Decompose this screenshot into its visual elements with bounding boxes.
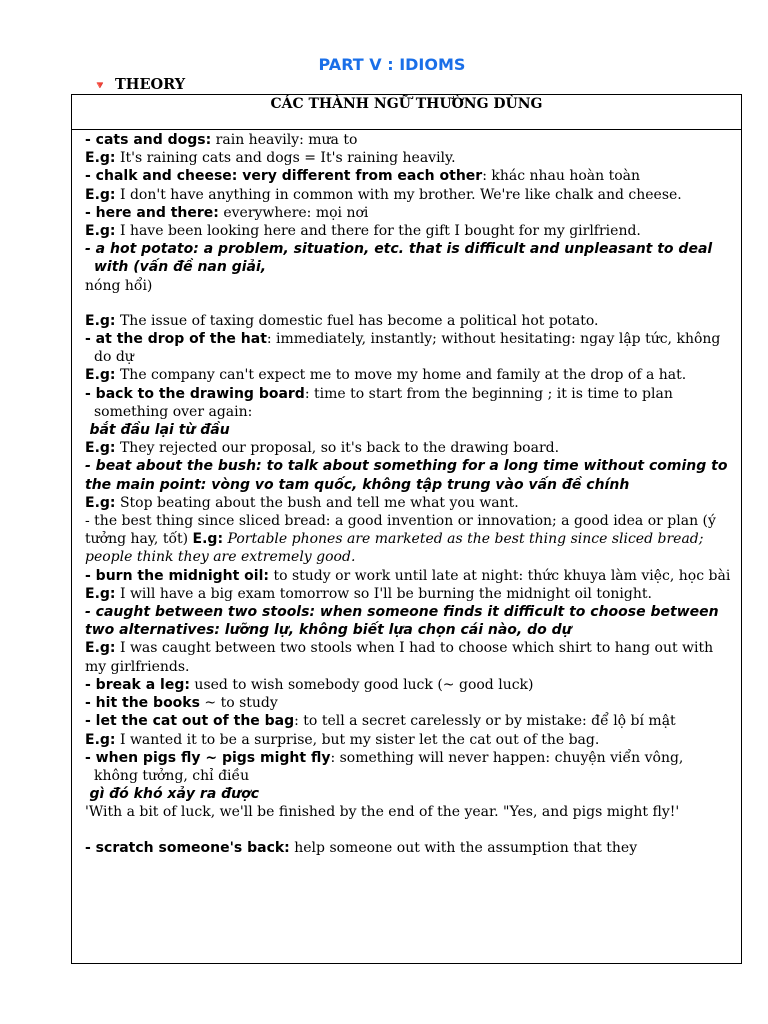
example bbox=[85, 149, 731, 167]
example bbox=[85, 494, 731, 512]
example-text: 'With a bit of luck, we'll be finished by the end of the year. "Yes, and pigs might fly!' bbox=[85, 804, 680, 821]
entry-chalk-and-cheese bbox=[85, 167, 731, 185]
example bbox=[85, 585, 731, 603]
idiom-definition: : immediately, instantly; without hesitating: ngay lập tức, không do dự bbox=[94, 331, 721, 366]
eg-label: E.g: bbox=[85, 640, 116, 657]
eg-label: E.g: bbox=[85, 494, 116, 511]
idiom-definition: to study or work until late at night: thức khuya làm việc, học bài bbox=[269, 567, 731, 584]
eg-label: E.g: bbox=[85, 585, 116, 602]
idioms-table bbox=[71, 94, 742, 964]
entry-drop-of-the-hat bbox=[85, 330, 731, 366]
example-text: The company can't expect me to move my home and family at the drop of a hat. bbox=[115, 367, 687, 384]
eg-label: E.g: bbox=[192, 531, 224, 548]
theory-heading bbox=[93, 76, 185, 93]
entry-hot-potato bbox=[85, 240, 731, 276]
vietnamese-meaning bbox=[85, 421, 731, 439]
table-header: CÁC THÀNH NGỮ THƯỜNG DÙNG bbox=[72, 95, 741, 130]
example-text: They rejected our proposal, so it's back to the drawing board. bbox=[115, 440, 560, 457]
example-text: Stop beating about the bush and tell me what you want. bbox=[115, 494, 519, 511]
example bbox=[85, 639, 731, 675]
eg-label: E.g: bbox=[85, 186, 116, 203]
entry-drawing-board bbox=[85, 385, 731, 421]
example-text: Portable phones are marketed as the best thing since sliced bread; people think they are extremely good. bbox=[85, 531, 704, 566]
spacer bbox=[85, 822, 731, 839]
entry-break-a-leg bbox=[85, 676, 731, 694]
idiom-definition: everywhere: mọi nơi bbox=[218, 204, 369, 221]
idiom-term: - break a leg: bbox=[85, 676, 190, 693]
vietnamese-meaning bbox=[85, 785, 731, 803]
idiom-definition: : khác nhau hoàn toàn bbox=[482, 168, 641, 185]
idiom-definition: help someone out with the assumption that they bbox=[289, 839, 638, 856]
example bbox=[85, 366, 731, 384]
bullet-icon: 🔻 bbox=[93, 79, 107, 92]
idiom-term: - chalk and cheese: very different from each other bbox=[85, 168, 483, 185]
vietnamese-text: gì đó khó xảy ra được bbox=[89, 786, 260, 803]
idiom-definition: used to wish somebody good luck (~ good luck) bbox=[189, 676, 534, 693]
idiom-definition: rain heavily: mưa to bbox=[211, 132, 358, 148]
vietnamese-text: bắt đầu lại từ đầu bbox=[89, 422, 230, 439]
idiom-term: - here and there: bbox=[85, 204, 219, 221]
idiom-definition-cont: nóng hổi) bbox=[85, 277, 153, 294]
example bbox=[85, 186, 731, 204]
entry-cat-out-of-the-bag bbox=[85, 712, 731, 730]
eg-label: E.g: bbox=[85, 223, 116, 240]
entry-scratch-back bbox=[85, 839, 731, 857]
example-text: I have been looking here and there for the gift I bought for my girlfriend. bbox=[115, 223, 641, 240]
idiom-term: - when pigs fly ~ pigs might fly bbox=[85, 749, 331, 766]
idiom-term: - cats and dogs: bbox=[85, 132, 212, 148]
example-text: I will have a big exam tomorrow so I'll be burning the midnight oil tonight. bbox=[115, 585, 652, 602]
example-text: I was caught between two stools when I had to choose which shirt to hang out with my girlfriends. bbox=[85, 640, 714, 675]
idiom-definition: : time to start from the beginning ; it is time to plan something over again: bbox=[94, 385, 673, 420]
idiom-term: - back to the drawing board bbox=[85, 385, 305, 402]
example bbox=[85, 731, 731, 749]
entry-two-stools bbox=[85, 603, 731, 639]
idiom-term: - at the drop of the hat bbox=[85, 331, 267, 348]
eg-label: E.g: bbox=[85, 150, 116, 167]
idiom-definition: : something will never happen: chuyện viển vông, không tưởng, chỉ điều bbox=[94, 749, 684, 784]
example-text: I wanted it to be a surprise, but my sister let the cat out of the bag. bbox=[115, 731, 600, 748]
example bbox=[85, 312, 731, 330]
page-title: PART V : IDIOMS bbox=[318, 55, 466, 74]
eg-label: E.g: bbox=[85, 312, 116, 329]
table-body bbox=[72, 130, 741, 857]
idiom-term: - hit the books bbox=[85, 695, 200, 712]
entry-cats-and-dogs bbox=[85, 131, 731, 149]
spacer bbox=[85, 295, 731, 312]
idiom-term: - scratch someone's back: bbox=[85, 839, 290, 856]
idiom-term: - burn the midnight oil: bbox=[85, 567, 269, 584]
example-text: The issue of taxing domestic fuel has become a political hot potato. bbox=[115, 312, 599, 329]
example-text: I don't have anything in common with my brother. We're like chalk and cheese. bbox=[115, 186, 682, 203]
eg-label: E.g: bbox=[85, 367, 116, 384]
entry-here-and-there bbox=[85, 204, 731, 222]
entry-beat-about-the-bush bbox=[85, 457, 731, 493]
entry-midnight-oil bbox=[85, 567, 731, 585]
theory-label: THEORY bbox=[115, 76, 186, 93]
idiom-definition: ~ to study bbox=[199, 695, 278, 712]
idiom-term: - beat about the bush: to talk about something for a long time without coming to the main point: vòng vo tam quốc, không tập trung vào vấn đề chính bbox=[85, 458, 728, 493]
eg-label: E.g: bbox=[85, 440, 116, 457]
idiom-term: - a hot potato: a problem, situation, etc. that is difficult and unpleasant to deal with (vấn đề nan giải, bbox=[85, 241, 713, 276]
example-text: It's raining cats and dogs = It's raining heavily. bbox=[115, 150, 456, 167]
eg-label: E.g: bbox=[85, 731, 116, 748]
entry-sliced-bread bbox=[85, 512, 731, 567]
example bbox=[85, 222, 731, 240]
idiom-term: - let the cat out of the bag bbox=[85, 713, 295, 730]
idiom-term: - caught between two stools: when someone finds it difficult to choose between two alternatives: lưỡng lự, không biết lựa chọn cái nào, do dự bbox=[85, 604, 719, 639]
entry-pigs-fly bbox=[85, 749, 731, 785]
idiom-definition: - the best thing since sliced bread: a good invention or innovation; a good idea or plan (ý tưởng hay, tốt) bbox=[85, 513, 716, 548]
entry-hit-the-books bbox=[85, 694, 731, 712]
idiom-definition: : to tell a secret carelessly or by mistake: để lộ bí mật bbox=[294, 713, 676, 730]
example bbox=[85, 439, 731, 457]
